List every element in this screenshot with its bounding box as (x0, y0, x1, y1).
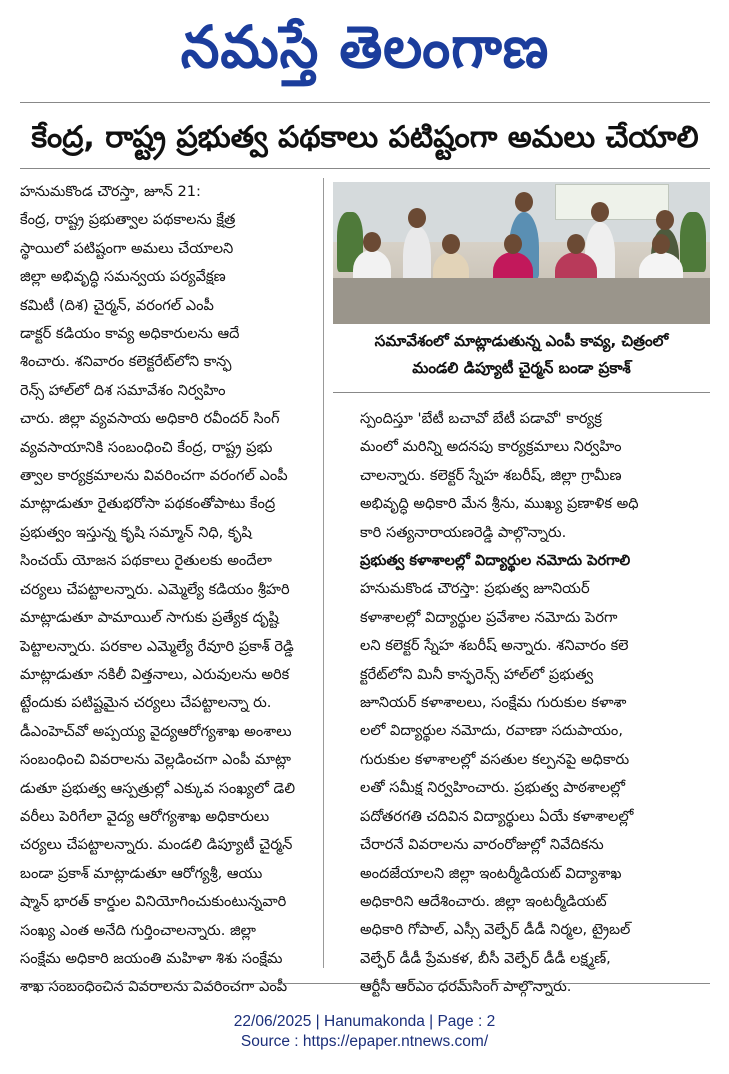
photo-person-head (504, 234, 522, 254)
masthead (0, 6, 729, 88)
article-body-text: హనుమకొండ చౌరస్తా, జూన్ 21: కేంద్ర, రాష్ట్ర ప్రభుత్వాల పథకాలను క్షేత్ర స్థాయిలో పటిష్టంగా అమలు చేయాలని జిల్లా అభివృద్ధి సమన్వయ పర్యవేక్షణ కమిటీ (దిశ) చైర్మన్, వరంగల్ ఎంపీ డాక్టర్ కడియం కావ్య అధికారులను ఆదే శించారు. శనివారం కలెక్టరేట్‌లోని కాన్ఫ రెన్స్ హాల్‌లో దిశ సమావేశం నిర్వహిం చారు. జిల్లా వ్యవసాయ అధికారి రవీందర్ సింగ్ వ్యవసాయానికి సంబంధించి కేంద్ర, రాష్ట్ర ప్రభు త్వాల కార్యక్రమాలను వివరించగా వరంగల్ ఎంపీ మాట్లాడుతూ రైతుభరోసా పథకంతోపాటు కేంద్ర ప్రభుత్వం ఇస్తున్న కృషి సమ్మాన్ నిధి, కృషి సించయ్ యోజన పథకాలు రైతులకు అందేలా చర్యలు చేపట్టాలన్నారు. ఎమ్మెల్యే కడియం శ్రీహరి మాట్లాడుతూ పామాయిల్ సాగుకు ప్రత్యేక దృష్టి పెట్టాలన్నారు. పరకాల ఎమ్మెల్యే రేవూరి ప్రకాశ్ రెడ్డి మాట్లాడుతూ నకిలీ విత్తనాలు, ఎరువులను అరిక ట్టేందుకు పటిష్టమైన చర్యలు చేపట్టాలన్నా రు. డీఎంహెచ్‌వో అప్పయ్య వైద్యఆరోగ్యశాఖ అంశాలు సంబంధించి వివరాలను వెల్లడించగా ఎంపీ మాట్లా డుతూ ప్రభుత్వ ఆస్పత్రుల్లో ఎక్కువ సంఖ్యలో డెలి వరీలు పెరిగేలా వైద్య ఆరోగ్యశాఖ అధికారులు చర్యలు చేపట్టాలన్నారు. మండలి డిప్యూటీ చైర్మన్ బండా ప్రకాశ్ మాట్లాడుతూ ఆరోగ్యశ్రీ, ఆయు ష్మాన్ భారత్ కార్డుల వినియోగించుకుంటున్నవారి సంఖ్య ఎంత అనేది గుర్తించాలన్నారు. జిల్లా సంక్షేమ అధికారి జయంతి మహిళా శిశు సంక్షేమ శాఖ సంబంధించిన వివరాలను వివరించగా ఎంపీ (20, 183, 296, 996)
photo-caption: సమావేశంలో మాట్లాడుతున్న ఎంపీ కావ్య, చిత్రంలో మండలి డిప్యూటీ చైర్మన్ బండా ప్రకాశ్ (374, 332, 669, 377)
photo-person-head (408, 208, 426, 228)
photo-table (333, 278, 710, 324)
photo-banner (555, 184, 669, 220)
photo-person-head (363, 232, 381, 252)
photo-plant (680, 212, 706, 272)
article-body-text: స్పందిస్తూ 'బేటీ బచావో బేటీ పడావో' కార్యక్ర మంలో మరిన్ని అదనపు కార్యక్రమాలు నిర్వహిం చాలన్నారు. కలెక్టర్ స్నేహ శబరీష్, జిల్లా గ్రామీణ అభివృద్ధి అధికారి మేన శ్రీను, ముఖ్య ప్రణాళిక అధి కారి సత్యనారాయణరెడ్డి పాల్గొన్నారు. (360, 410, 639, 541)
photo-person-head (567, 234, 585, 254)
photo-person-head (515, 192, 533, 212)
article-right-column (360, 405, 710, 996)
footer-source: Source : https://epaper.ntnews.com/ (240, 1033, 489, 1050)
article-body-text: హనుమకొండ చౌరస్తా: ప్రభుత్వ జూనియర్ కళాశాలల్లో విద్యార్థుల ప్రవేశాల నమోదు పెరగా లని కలెక్టర్ స్నేహ శబరీష్ అన్నారు. శనివారం కలె క్టరేట్‌లోని మినీ కాన్ఫరెన్స్ హాల్‌లో ప్రభుత్వ జూనియర్ కళాశాలలు, సంక్షేమ గురుకుల కళాశా లలో విద్యార్థుల నమోదు, రవాణా సదుపాయం, గురుకుల కళాశాలల్లో వసతుల కల్పనపై అధికారు లతో సమీక్ష నిర్వహించారు. ప్రభుత్వ పాఠశాలల్లో పదోతరగతి చదివిన విద్యార్థులు ఏయే కళాశాలల్లో చేరారనే వివరాలను వారంరోజుల్లో నివేదికను అందజేయాలని జిల్లా ఇంటర్మీడియట్ విద్యాశాఖ అధికారిని ఆదేశించారు. జిల్లా ఇంటర్మీడియట్ అధికారి గోపాల్, ఎస్సీ వెల్ఫేర్ డీడీ నిర్మల, ట్రైబల్ వెల్ఫేర్ డీడీ ప్రేమకళ, బీసీ వెల్ఫేర్ డీడీ లక్ష్మణ్, ఆర్టీసీ ఆర్ఎం ధరమ్‌సింగ్ పాల్గొన్నారు. (360, 580, 634, 996)
photo-person-head (591, 202, 609, 222)
article-left-column (20, 178, 310, 996)
footer (0, 1012, 729, 1052)
photo-person-head (442, 234, 460, 254)
article-headline: కేంద్ర, రాష్ట్ర ప్రభుత్వ పథకాలు పటిష్టంగా అమలు చేయాలి (31, 120, 699, 155)
divider (20, 102, 710, 103)
photo-person-head (652, 234, 670, 254)
photo-person (403, 226, 431, 286)
article-subheading: ప్రభుత్వ కళాశాలల్లో విద్యార్థుల నమోదు పెరగాలి (360, 552, 631, 570)
footer-date-location: 22/06/2025 | Hanumakonda | Page : 2 (233, 1013, 496, 1030)
divider (20, 168, 710, 169)
divider (20, 983, 710, 984)
photo-person-head (656, 210, 674, 230)
news-photo (333, 182, 710, 324)
column-divider (323, 178, 324, 968)
newspaper-title: నమస్తే తెలంగాణ (180, 13, 549, 81)
divider (333, 392, 710, 393)
